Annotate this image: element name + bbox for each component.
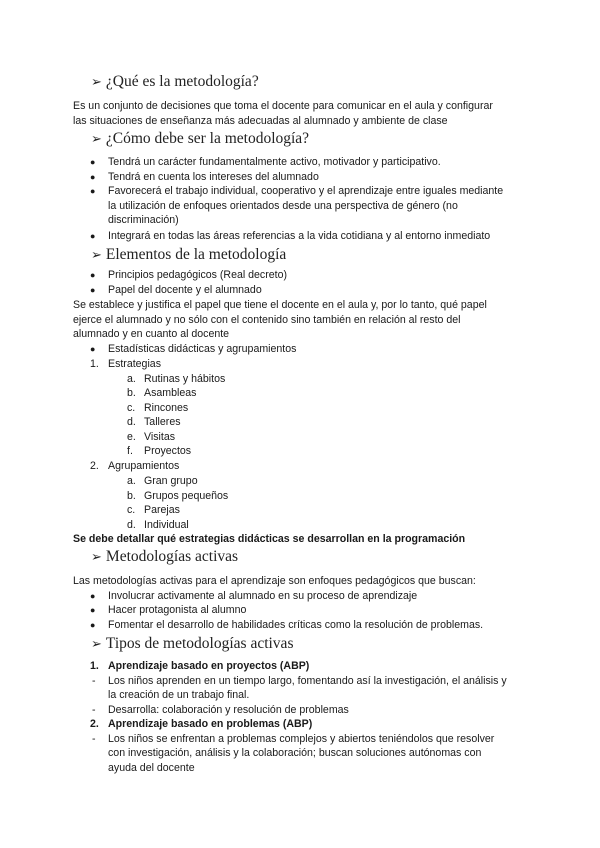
dash-item-continuation: con investigación, análisis y la colaboración; buscan soluciones autónomas con (108, 747, 482, 759)
sub-letter: e. (127, 431, 136, 443)
list-number: 1. (90, 660, 99, 672)
list-number: 2. (90, 718, 99, 730)
arrow-icon: ➢ (91, 75, 102, 90)
paragraph-line: alumnado y en cuanto al docente (73, 328, 230, 340)
section-heading-que-es: ➢ ¿Qué es la metodología? (91, 73, 259, 90)
paragraph-line: las situaciones de enseñanza más adecuadas al alumnado y ambiente de clase (73, 115, 448, 127)
bullet-icon: ● (90, 270, 96, 280)
list-number: 1. (90, 358, 99, 370)
sub-letter: d. (127, 416, 136, 428)
bullet-icon: ● (90, 186, 96, 196)
list-item-agrupamientos: Agrupamientos (108, 460, 180, 472)
section-heading-tipos: ➢ Tipos de metodologías activas (91, 635, 294, 652)
dash-icon: - (92, 704, 96, 716)
list-item: Principios pedagógicos (Real decreto) (108, 269, 288, 281)
paragraph-line: ejerce el alumnado y no sólo con el contenido sino también en relación al resto del (73, 314, 461, 326)
list-item: Fomentar el desarrollo de habilidades críticas como la resolución de problemas. (108, 619, 484, 631)
bullet-icon: ● (90, 231, 96, 241)
dash-item: Los niños se enfrentan a problemas complejos y abiertos teniéndolos que resolver (108, 733, 495, 745)
bullet-icon: ● (90, 285, 96, 295)
sub-letter: a. (127, 475, 136, 487)
list-number: 2. (90, 460, 99, 472)
bullet-icon: ● (90, 620, 96, 630)
sub-letter: c. (127, 504, 136, 516)
sub-item: Talleres (144, 416, 181, 428)
arrow-icon: ➢ (91, 637, 102, 652)
sub-item: Gran grupo (144, 475, 198, 487)
list-item-continuation: discriminación) (108, 214, 179, 226)
item-title-abp-proyectos: Aprendizaje basado en proyectos (ABP) (108, 660, 310, 672)
list-item: Involucrar activamente al alumnado en su proceso de aprendizaje (108, 590, 418, 602)
sub-item: Rincones (144, 402, 189, 414)
list-item-continuation: la utilización de enfoques orientados desde una perspectiva de género (no (108, 200, 458, 212)
list-item: Estadísticas didácticas y agrupamientos (108, 343, 297, 355)
dash-item-continuation: ayuda del docente (108, 762, 195, 774)
sub-item: Visitas (144, 431, 176, 443)
paragraph-line: Es un conjunto de decisiones que toma el docente para comunicar en el aula y configurar (73, 100, 493, 112)
bullet-icon: ● (90, 344, 96, 354)
bullet-icon: ● (90, 591, 96, 601)
arrow-icon: ➢ (91, 132, 102, 147)
dash-item-continuation: la creación de un trabajo final. (108, 689, 250, 701)
list-item-estrategias: Estrategias (108, 358, 161, 370)
list-item: Tendrá un carácter fundamentalmente activo, motivador y participativo. (108, 156, 441, 168)
paragraph-line: Las metodologías activas para el aprendizaje son enfoques pedagógicos que buscan: (73, 575, 476, 587)
sub-item: Parejas (144, 504, 180, 516)
list-item: Hacer protagonista al alumno (108, 604, 247, 616)
dash-icon: - (92, 675, 96, 687)
arrow-icon: ➢ (91, 248, 102, 263)
sub-item: Grupos pequeños (144, 490, 229, 502)
arrow-icon: ➢ (91, 550, 102, 565)
sub-item: Rutinas y hábitos (144, 373, 226, 385)
list-item: Favorecerá el trabajo individual, cooperativo y el aprendizaje entre iguales mediante (108, 185, 504, 197)
sub-item: Asambleas (144, 387, 197, 399)
bold-note: Se debe detallar qué estrategias didácticas se desarrollan en la programación (73, 533, 466, 545)
section-heading-metodologias-activas: ➢ Metodologías activas (91, 548, 239, 565)
sub-letter: d. (127, 519, 136, 531)
sub-letter: b. (127, 387, 136, 399)
list-item: Papel del docente y el alumnado (108, 284, 262, 296)
bullet-icon: ● (90, 605, 96, 615)
sub-letter: c. (127, 402, 136, 414)
dash-item: Los niños aprenden en un tiempo largo, fomentando así la investigación, el análisis y (108, 675, 507, 687)
bullet-icon: ● (90, 172, 96, 182)
sub-item: Proyectos (144, 445, 192, 457)
dash-item: Desarrolla: colaboración y resolución de problemas (108, 704, 349, 716)
list-item: Tendrá en cuenta los intereses del alumnado (108, 171, 319, 183)
list-item: Integrará en todas las áreas referencias a la vida cotidiana y al entorno inmediato (108, 230, 491, 242)
sub-letter: b. (127, 490, 136, 502)
paragraph-line: Se establece y justifica el papel que tiene el docente en el aula y, por lo tanto, qué papel (73, 299, 487, 311)
sub-letter: a. (127, 373, 136, 385)
dash-icon: - (92, 733, 96, 745)
sub-letter: f. (127, 445, 133, 457)
item-title-abp-problemas: Aprendizaje basado en problemas (ABP) (108, 718, 313, 730)
sub-item: Individual (144, 519, 189, 531)
section-heading-como-debe: ➢ ¿Cómo debe ser la metodología? (91, 130, 310, 147)
bullet-icon: ● (90, 157, 96, 167)
section-heading-elementos: ➢ Elementos de la metodología (91, 246, 287, 263)
